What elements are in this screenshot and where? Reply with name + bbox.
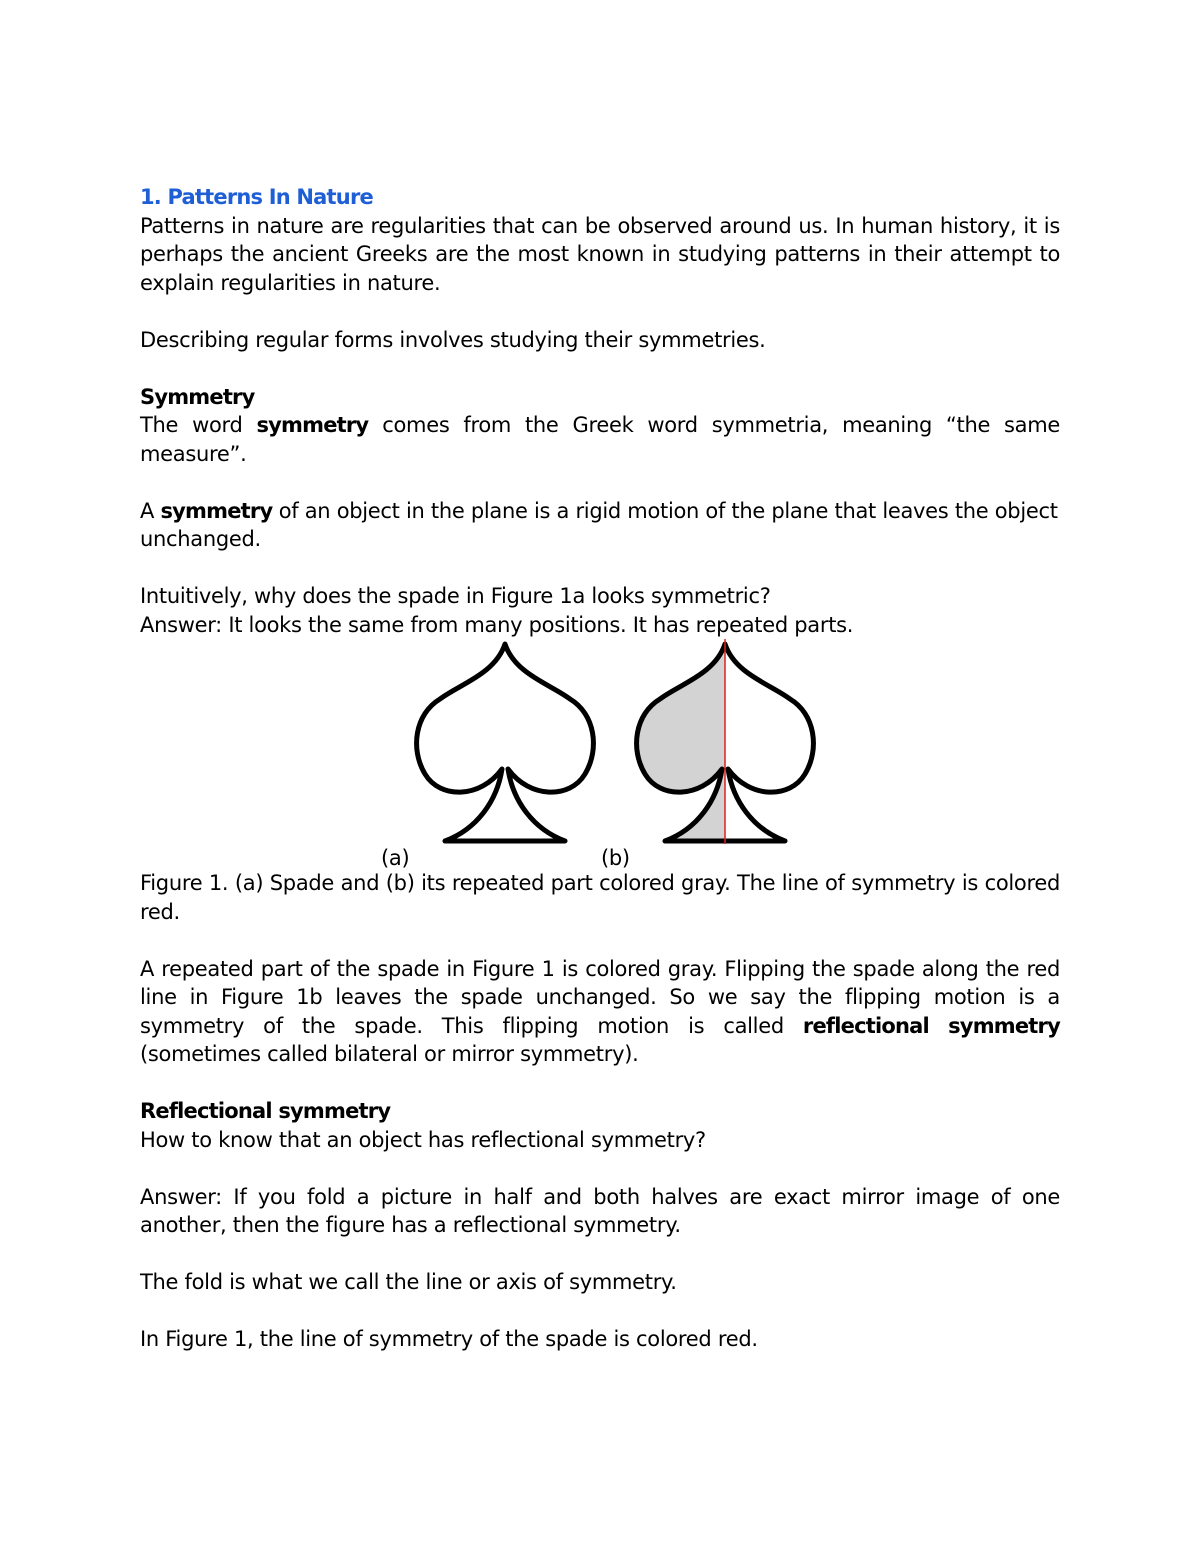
reflectional-heading: Reflectional symmetry — [140, 1099, 391, 1123]
repeated-part-gray — [637, 644, 725, 841]
symmetry-definition: The word symmetry comes from the Greek word symmetria, meaning “the same measure”. — [140, 413, 1060, 466]
reflectional-symmetry-term: reflectional symmetry — [802, 1013, 1060, 1038]
figure-note: In Figure 1, the line of symmetry of the spade is colored red. — [140, 1327, 758, 1351]
symmetry-term: symmetry — [256, 413, 369, 437]
symmetry-answer: Answer: It looks the same from many positions. It has repeated parts. — [140, 612, 854, 637]
symmetry-question: Intuitively, why does the spade in Figure 1a looks symmetric? — [140, 584, 771, 608]
figure-caption: Figure 1. (a) Spade and (b) its repeated part colored gray. The line of symmetry is colored red. — [140, 871, 1060, 924]
symmetry-term-2: symmetry — [160, 498, 273, 523]
figure-label-a: (a) — [381, 846, 410, 870]
spade-a — [417, 644, 594, 841]
spade-b — [637, 639, 814, 844]
symmetry-heading: Symmetry — [140, 384, 255, 409]
spade-figure-drawing — [140, 639, 1060, 869]
spade-figure — [140, 639, 1060, 869]
figure-label-b: (b) — [601, 846, 630, 870]
explanation-paragraph: A repeated part of the spade in Figure 1 is colored gray. Flipping the spade along the red line in Figure 1b leaves the spade unchanged. So we say the flipping motion is a symmetry of the spade. This flipping motion is called reflectional symmetry (sometimes called bilateral or mirror symmetry). — [140, 956, 1060, 1066]
reflectional-answer: Answer: If you fold a picture in half and both halves are exact mirror image of one another, then the figure has a reflectional symmetry. — [140, 1184, 1060, 1237]
reflectional-question: How to know that an object has reflectional symmetry? — [140, 1127, 706, 1152]
intro-paragraph: Patterns in nature are regularities that can be observed around us. In human history, it is perhaps the ancient Greeks are the most known in studying patterns in their attempt to explain regularities in nature. — [140, 213, 1060, 295]
document-page — [140, 183, 1060, 1354]
symmetry-rigid-motion-definition: A symmetry of an object in the plane is a rigid motion of the plane that leaves the object unchanged. — [140, 498, 1058, 551]
fold-definition: The fold is what we call the line or axis of symmetry. — [140, 1270, 677, 1294]
intro-paragraph-2: Describing regular forms involves studying their symmetries. — [140, 327, 766, 352]
section-title: 1. Patterns In Nature — [140, 185, 373, 209]
